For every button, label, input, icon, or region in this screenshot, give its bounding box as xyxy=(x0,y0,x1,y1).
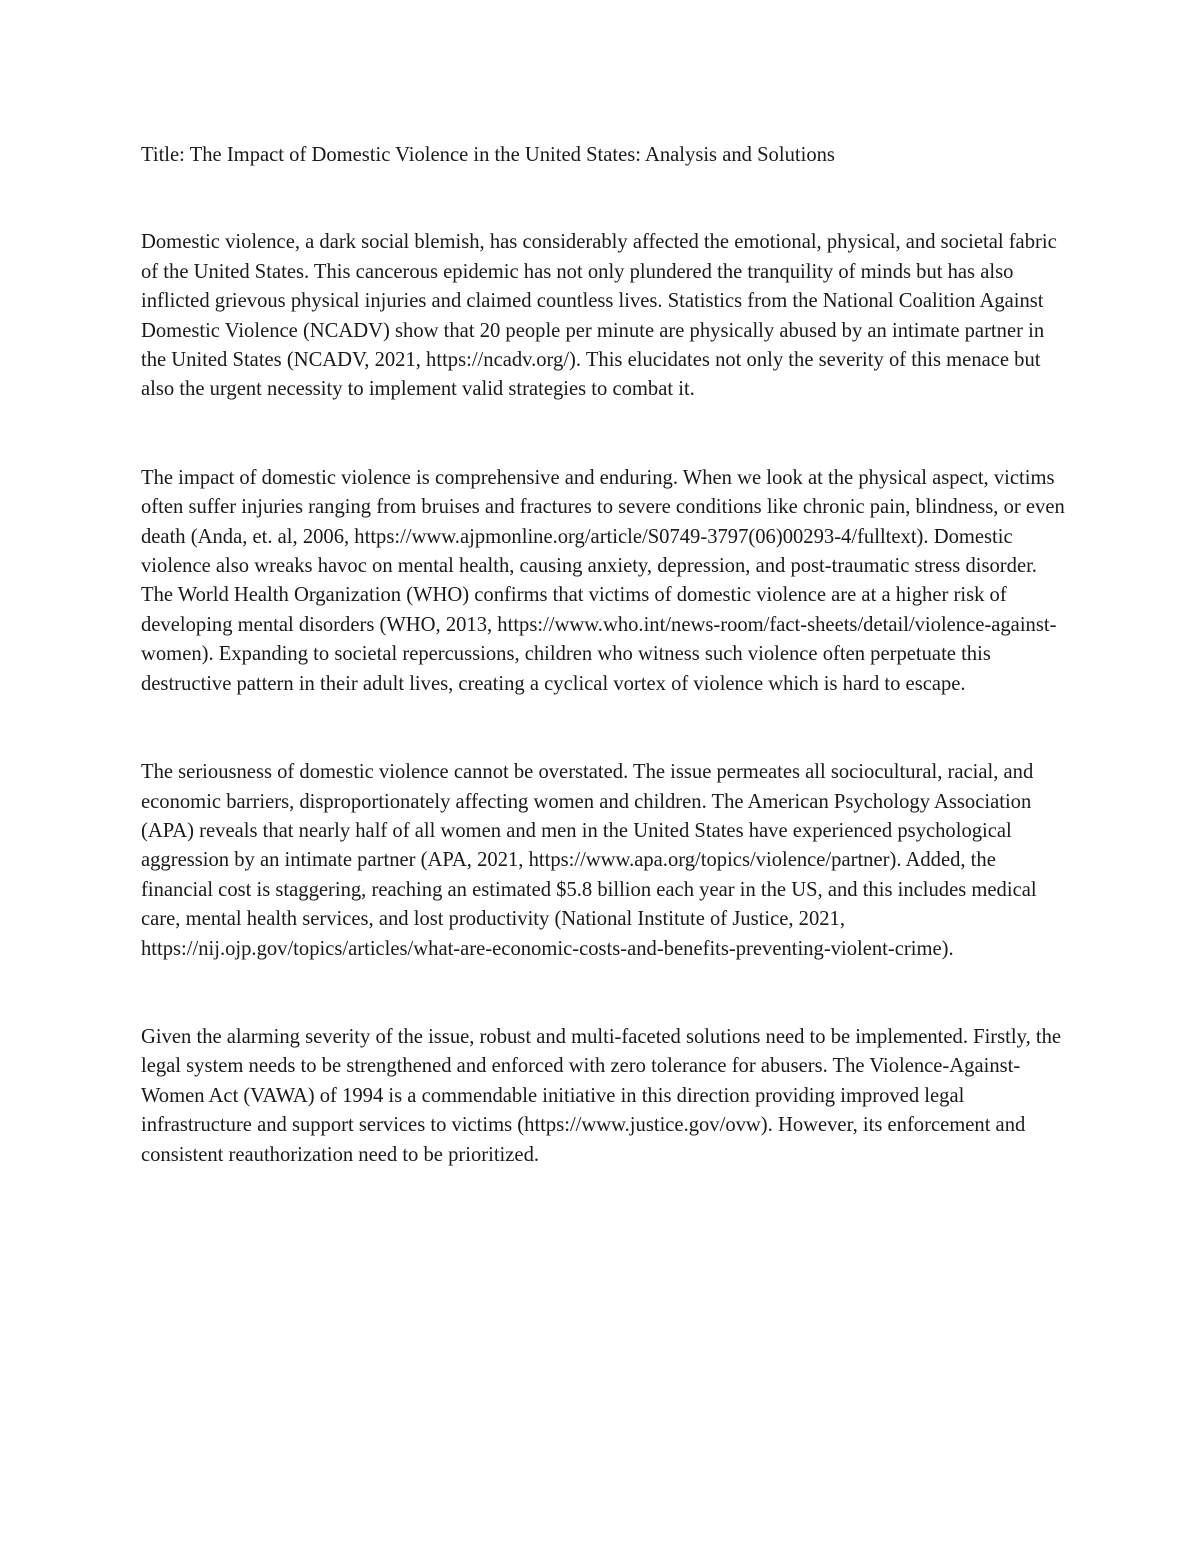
paragraph-introduction: Domestic violence, a dark social blemish, has considerably affected the emotional, physical, and societal fabric of the United States. This cancerous epidemic has not only plundered the tranquility of minds but has also inflicted grievous physical injuries and claimed countless lives. Statistics from the National Coalition Against Domestic Violence (NCADV) show that 20 people per minute are physically abused by an intimate partner in the United States (NCADV, 2021, https://ncadv.org/). This elucidates not only the severity of this menace but also the urgent necessity to implement valid strategies to combat it. xyxy=(141,231,1057,401)
document-title: Title: The Impact of Domestic Violence in the United States: Analysis and Solutions xyxy=(141,144,835,166)
paragraph-solutions: Given the alarming severity of the issue, robust and multi-faceted solutions need to be implemented. Firstly, the legal system needs to be strengthened and enforced with zero tolerance for abusers. The Violence-Against-Women Act (VAWA) of 1994 is a commendable initiative in this direction providing improved legal infrastructure and support services to victims (https://www.justice.gov/ovw). However, its enforcement and consistent reauthorization need to be prioritized. xyxy=(141,1025,1062,1166)
paragraph-seriousness: The seriousness of domestic violence cannot be overstated. The issue permeates all sociocultural, racial, and economic barriers, disproportionately affecting women and children. The American Psychology Association (APA) reveals that nearly half of all women and men in the United States have experienced psychological aggression by an intimate partner (APA, 2021, https://www.apa.org/topics/violence/partner). Added, the financial cost is staggering, reaching an estimated $5.8 billion each year in the US, and this includes medical care, mental health services, and lost productivity (National Institute of Justice, 2021, https://nij.ojp.gov/topics/articles/what-are-economic-costs-and-benefits-preventing-violent-crime). xyxy=(141,761,1037,960)
document-body xyxy=(141,141,1066,1170)
paragraph-impact: The impact of domestic violence is comprehensive and enduring. When we look at the physical aspect, victims often suffer injuries ranging from bruises and fractures to severe conditions like chronic pain, blindness, or even death (Anda, et. al, 2006, https://www.ajpmonline.org/article/S0749-3797(06)00293-4/fulltext). Domestic violence also wreaks havoc on mental health, causing anxiety, depression, and post-traumatic stress disorder. The World Health Organization (WHO) confirms that victims of domestic violence are at a higher risk of developing mental disorders (WHO, 2013, https://www.who.int/news-room/fact-sheets/detail/violence-against-women). Expanding to societal repercussions, children who witness such violence often perpetuate this destructive pattern in their adult lives, creating a cyclical vortex of violence which is hard to escape. xyxy=(141,466,1065,695)
